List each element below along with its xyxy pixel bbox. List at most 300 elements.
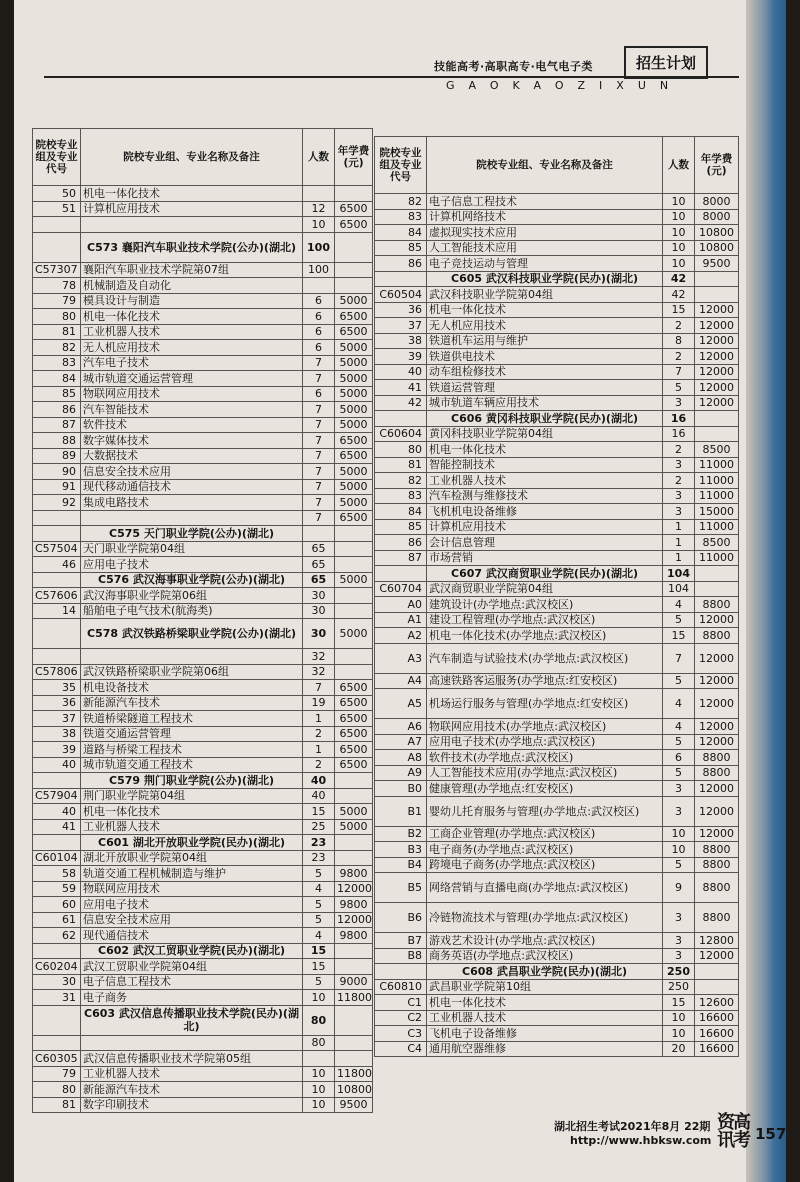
table-row <box>33 1082 373 1098</box>
fee-cell: 5000 <box>335 479 373 495</box>
fee-cell: 5000 <box>335 371 373 387</box>
num-cell: 7 <box>303 355 335 371</box>
code-cell: 51 <box>33 201 81 217</box>
table-row <box>33 510 373 526</box>
num-cell: 250 <box>663 964 695 980</box>
code-cell: 41 <box>375 380 427 396</box>
code-cell: 50 <box>33 186 81 202</box>
name-cell: 通用航空器维修 <box>427 1041 663 1057</box>
name-cell: 城市轨道车辆应用技术 <box>427 395 663 411</box>
num-cell: 3 <box>663 903 695 933</box>
num-cell: 6 <box>303 386 335 402</box>
name-cell: C605 武汉科技职业学院(民办)(湖北) <box>427 271 663 287</box>
code-cell: 42 <box>375 395 427 411</box>
school-group-row <box>375 566 739 582</box>
table-row <box>33 726 373 742</box>
table-row <box>33 448 373 464</box>
num-cell: 10 <box>303 1082 335 1098</box>
code-cell: C1 <box>375 995 427 1011</box>
fee-cell <box>335 278 373 294</box>
fee-cell: 9800 <box>335 866 373 882</box>
fee-cell: 9500 <box>695 256 739 272</box>
num-cell: 7 <box>303 495 335 511</box>
code-cell: C4 <box>375 1041 427 1057</box>
code-cell <box>33 526 81 542</box>
fee-cell <box>335 664 373 680</box>
table-row <box>33 912 373 928</box>
table-row <box>375 597 739 613</box>
num-cell: 5 <box>303 912 335 928</box>
name-cell: 汽车检测与维修技术 <box>427 488 663 504</box>
table-row <box>375 364 739 380</box>
table-row <box>33 711 373 727</box>
fee-cell <box>335 603 373 619</box>
table-row <box>33 557 373 573</box>
table-row <box>375 519 739 535</box>
table-row <box>33 355 373 371</box>
num-cell: 2 <box>663 349 695 365</box>
fee-cell <box>335 943 373 959</box>
name-cell: 机械制造及自动化 <box>81 278 303 294</box>
code-cell <box>33 572 81 588</box>
num-cell: 6 <box>303 293 335 309</box>
table-row <box>375 628 739 644</box>
num-cell: 5 <box>663 765 695 781</box>
fee-cell: 5000 <box>335 402 373 418</box>
fee-cell: 16600 <box>695 1041 739 1057</box>
code-cell: 86 <box>33 402 81 418</box>
fee-cell: 5000 <box>335 355 373 371</box>
table-row <box>33 897 373 913</box>
num-cell: 2 <box>663 318 695 334</box>
fee-cell: 6500 <box>335 510 373 526</box>
name-cell: 汽车智能技术 <box>81 402 303 418</box>
num-cell: 2 <box>663 442 695 458</box>
name-cell: 人工智能技术应用(办学地点:武汉校区) <box>427 765 663 781</box>
num-cell: 10 <box>663 194 695 210</box>
fee-cell: 6500 <box>335 742 373 758</box>
table-row <box>375 643 739 673</box>
name-cell: 机场运行服务与管理(办学地点:红安校区) <box>427 689 663 719</box>
name-cell: 武汉海事职业学院第06组 <box>81 588 303 604</box>
name-cell: 智能控制技术 <box>427 457 663 473</box>
table-row <box>33 1051 373 1067</box>
name-cell <box>81 510 303 526</box>
name-cell: 机电一体化技术 <box>427 442 663 458</box>
num-cell: 30 <box>303 588 335 604</box>
table-row <box>33 464 373 480</box>
name-cell: 应用电子技术 <box>81 897 303 913</box>
fee-cell: 9800 <box>335 897 373 913</box>
name-cell: 武汉铁路桥梁职业学院第06组 <box>81 664 303 680</box>
code-cell: 38 <box>33 726 81 742</box>
code-cell <box>33 943 81 959</box>
table-row <box>375 842 739 858</box>
code-cell: C60504 <box>375 287 427 303</box>
column-header-fee: 年学费(元) <box>335 129 373 186</box>
table-row <box>33 186 373 202</box>
num-cell: 42 <box>663 271 695 287</box>
table-row <box>33 742 373 758</box>
fee-cell: 6500 <box>335 680 373 696</box>
code-cell: 59 <box>33 881 81 897</box>
table-row <box>375 380 739 396</box>
table-row <box>33 974 373 990</box>
fee-cell: 10800 <box>335 1082 373 1098</box>
fee-cell: 8800 <box>695 628 739 644</box>
num-cell: 19 <box>303 695 335 711</box>
name-cell: 工业机器人技术 <box>427 1010 663 1026</box>
name-cell: 计算机应用技术 <box>427 519 663 535</box>
name-cell: 虚拟现实技术应用 <box>427 225 663 241</box>
code-cell: C57504 <box>33 541 81 557</box>
fee-cell: 12000 <box>695 734 739 750</box>
code-cell: 82 <box>375 473 427 489</box>
code-cell: 38 <box>375 333 427 349</box>
column-header-code: 院校专业组及专业代号 <box>33 129 81 186</box>
fee-cell: 11000 <box>695 473 739 489</box>
num-cell: 5 <box>663 673 695 689</box>
code-cell: 86 <box>375 256 427 272</box>
name-cell: 建设工程管理(办学地点:武汉校区) <box>427 612 663 628</box>
code-cell: 40 <box>375 364 427 380</box>
name-cell: 武昌职业学院第10组 <box>427 979 663 995</box>
fee-cell: 5000 <box>335 386 373 402</box>
num-cell: 40 <box>303 788 335 804</box>
code-cell: 87 <box>33 417 81 433</box>
fee-cell <box>335 850 373 866</box>
num-cell: 65 <box>303 557 335 573</box>
name-cell: 机电一体化技术 <box>81 309 303 325</box>
code-cell: 85 <box>375 240 427 256</box>
footer-logo: 资高讯考 <box>717 1112 749 1151</box>
name-cell: 工业机器人技术 <box>81 819 303 835</box>
name-cell: 铁道机车运用与维护 <box>427 333 663 349</box>
num-cell: 5 <box>303 866 335 882</box>
table-row <box>375 1010 739 1026</box>
code-cell: A4 <box>375 673 427 689</box>
fee-cell: 5000 <box>335 293 373 309</box>
right-table-body <box>375 194 739 1057</box>
num-cell: 100 <box>303 232 335 262</box>
table-row <box>33 680 373 696</box>
num-cell: 7 <box>303 371 335 387</box>
table-row <box>375 488 739 504</box>
fee-cell <box>695 271 739 287</box>
table-row <box>375 734 739 750</box>
fee-cell <box>335 588 373 604</box>
table-row <box>33 649 373 665</box>
code-cell: 35 <box>33 680 81 696</box>
num-cell: 1 <box>663 535 695 551</box>
num-cell: 250 <box>663 979 695 995</box>
fee-cell: 6500 <box>335 695 373 711</box>
column-header-fee: 年学费(元) <box>695 137 739 194</box>
code-cell: B8 <box>375 948 427 964</box>
fee-cell: 6500 <box>335 324 373 340</box>
fee-cell <box>695 566 739 582</box>
num-cell: 3 <box>663 796 695 826</box>
code-cell <box>33 1005 81 1035</box>
school-group-row <box>375 411 739 427</box>
num-cell: 16 <box>663 426 695 442</box>
fee-cell: 5000 <box>335 340 373 356</box>
table-row <box>375 873 739 903</box>
num-cell: 104 <box>663 581 695 597</box>
fee-cell: 12000 <box>695 318 739 334</box>
num-cell: 7 <box>303 464 335 480</box>
num-cell: 40 <box>303 773 335 789</box>
name-cell: 机电一体化技术 <box>81 804 303 820</box>
school-group-row <box>33 526 373 542</box>
code-cell: 81 <box>33 324 81 340</box>
table-row <box>33 278 373 294</box>
code-cell: B7 <box>375 933 427 949</box>
fee-cell: 6500 <box>335 726 373 742</box>
name-cell: 机电设备技术 <box>81 680 303 696</box>
num-cell: 65 <box>303 572 335 588</box>
name-cell: 网络营销与直播电商(办学地点:武汉校区) <box>427 873 663 903</box>
fee-cell: 5000 <box>335 572 373 588</box>
name-cell: 襄阳汽车职业技术学院第07组 <box>81 262 303 278</box>
fee-cell: 6500 <box>335 309 373 325</box>
table-row <box>33 340 373 356</box>
name-cell: 物联网应用技术 <box>81 386 303 402</box>
code-cell: 82 <box>375 194 427 210</box>
fee-cell <box>695 287 739 303</box>
code-cell: A6 <box>375 719 427 735</box>
name-cell: 电子商务 <box>81 990 303 1006</box>
num-cell: 4 <box>663 597 695 613</box>
code-cell: 82 <box>33 340 81 356</box>
table-row <box>33 959 373 975</box>
fee-cell: 12000 <box>335 881 373 897</box>
num-cell: 5 <box>663 612 695 628</box>
fee-cell: 6500 <box>335 757 373 773</box>
left-table-body <box>33 186 373 1113</box>
fee-cell <box>335 649 373 665</box>
table-row <box>33 402 373 418</box>
code-cell: B3 <box>375 842 427 858</box>
fee-cell: 5000 <box>335 619 373 649</box>
num-cell <box>303 278 335 294</box>
code-cell: B0 <box>375 781 427 797</box>
table-row <box>375 765 739 781</box>
table-row <box>375 442 739 458</box>
num-cell: 5 <box>303 974 335 990</box>
num-cell <box>303 186 335 202</box>
fee-cell <box>335 541 373 557</box>
num-cell: 6 <box>303 309 335 325</box>
fee-cell <box>695 426 739 442</box>
code-cell: C57307 <box>33 262 81 278</box>
table-row <box>375 1026 739 1042</box>
fee-cell: 5000 <box>335 819 373 835</box>
num-cell: 32 <box>303 664 335 680</box>
name-cell: 铁道供电技术 <box>427 349 663 365</box>
table-row <box>375 504 739 520</box>
num-cell: 6 <box>303 324 335 340</box>
code-cell: 85 <box>33 386 81 402</box>
school-group-row <box>33 232 373 262</box>
fee-cell: 12000 <box>335 912 373 928</box>
code-cell: 90 <box>33 464 81 480</box>
num-cell: 10 <box>663 209 695 225</box>
fee-cell <box>695 964 739 980</box>
fee-cell: 6500 <box>335 448 373 464</box>
code-cell: C57806 <box>33 664 81 680</box>
code-cell: 78 <box>33 278 81 294</box>
table-row <box>375 550 739 566</box>
num-cell: 10 <box>303 990 335 1006</box>
fee-cell: 8800 <box>695 842 739 858</box>
name-cell: C601 湖北开放职业学院(民办)(湖北) <box>81 835 303 851</box>
fee-cell: 5000 <box>335 495 373 511</box>
num-cell: 7 <box>303 433 335 449</box>
num-cell: 7 <box>663 643 695 673</box>
code-cell: 40 <box>33 757 81 773</box>
num-cell: 80 <box>303 1005 335 1035</box>
fee-cell: 6500 <box>335 433 373 449</box>
name-cell: 现代移动通信技术 <box>81 479 303 495</box>
name-cell: 高速铁路客运服务(办学地点:红安校区) <box>427 673 663 689</box>
num-cell: 5 <box>303 897 335 913</box>
table-row <box>33 1097 373 1113</box>
fee-cell <box>695 979 739 995</box>
table-row <box>375 933 739 949</box>
table-row <box>375 287 739 303</box>
header-categories: 技能高考·高职高专·电气电子类 <box>434 60 593 73</box>
code-cell: 14 <box>33 603 81 619</box>
fee-cell: 12000 <box>695 380 739 396</box>
fee-cell <box>695 581 739 597</box>
column-header-name: 院校专业组、专业名称及备注 <box>427 137 663 194</box>
num-cell: 15 <box>663 995 695 1011</box>
code-cell: A1 <box>375 612 427 628</box>
code-cell: C3 <box>375 1026 427 1042</box>
name-cell: 天门职业学院第04组 <box>81 541 303 557</box>
name-cell: 信息安全技术应用 <box>81 464 303 480</box>
name-cell: 工商企业管理(办学地点:武汉校区) <box>427 826 663 842</box>
fee-cell: 8500 <box>695 442 739 458</box>
name-cell: 跨境电子商务(办学地点:武汉校区) <box>427 857 663 873</box>
table-row <box>375 750 739 766</box>
num-cell: 10 <box>663 256 695 272</box>
table-row <box>375 581 739 597</box>
num-cell: 23 <box>303 835 335 851</box>
table-row <box>33 324 373 340</box>
header-rule <box>44 76 739 78</box>
header-section-title: 招生计划 <box>624 46 708 79</box>
table-row <box>33 495 373 511</box>
code-cell: 60 <box>33 897 81 913</box>
name-cell: 软件技术(办学地点:武汉校区) <box>427 750 663 766</box>
code-cell <box>375 964 427 980</box>
name-cell: 飞机机电设备维修 <box>427 504 663 520</box>
code-cell: 80 <box>375 442 427 458</box>
table-row <box>33 695 373 711</box>
num-cell: 1 <box>663 519 695 535</box>
name-cell: 汽车制造与试验技术(办学地点:武汉校区) <box>427 643 663 673</box>
code-cell: 37 <box>375 318 427 334</box>
fee-cell: 9800 <box>335 928 373 944</box>
fee-cell <box>335 526 373 542</box>
name-cell: 计算机网络技术 <box>427 209 663 225</box>
school-group-row <box>375 964 739 980</box>
num-cell: 3 <box>663 395 695 411</box>
code-cell: 79 <box>33 1066 81 1082</box>
num-cell: 3 <box>663 948 695 964</box>
code-cell: C60104 <box>33 850 81 866</box>
table-row <box>375 194 739 210</box>
fee-cell: 8800 <box>695 765 739 781</box>
fee-cell: 12000 <box>695 719 739 735</box>
fee-cell <box>335 773 373 789</box>
name-cell: C608 武昌职业学院(民办)(湖北) <box>427 964 663 980</box>
name-cell: 软件技术 <box>81 417 303 433</box>
num-cell: 30 <box>303 619 335 649</box>
code-cell: 62 <box>33 928 81 944</box>
num-cell: 42 <box>663 287 695 303</box>
name-cell: 机电一体化技术 <box>427 995 663 1011</box>
page-number: 157 <box>755 1125 786 1143</box>
code-cell: 84 <box>33 371 81 387</box>
code-cell <box>33 510 81 526</box>
name-cell: 城市轨道交通工程技术 <box>81 757 303 773</box>
name-cell: 现代通信技术 <box>81 928 303 944</box>
code-cell: 46 <box>33 557 81 573</box>
name-cell: 湖北开放职业学院第04组 <box>81 850 303 866</box>
code-cell: A0 <box>375 597 427 613</box>
num-cell: 3 <box>663 457 695 473</box>
fee-cell: 11000 <box>695 519 739 535</box>
code-cell <box>33 649 81 665</box>
name-cell: 动车组检修技术 <box>427 364 663 380</box>
school-group-row <box>33 1005 373 1035</box>
fee-cell: 5000 <box>335 804 373 820</box>
fee-cell: 11800 <box>335 990 373 1006</box>
code-cell: 84 <box>375 504 427 520</box>
num-cell: 2 <box>663 473 695 489</box>
num-cell: 1 <box>303 742 335 758</box>
footer-magazine-issue: 湖北招生考试2021年8月 22期 <box>554 1120 711 1133</box>
code-cell: A5 <box>375 689 427 719</box>
school-group-row <box>375 271 739 287</box>
fee-cell: 12000 <box>695 643 739 673</box>
num-cell: 15 <box>303 804 335 820</box>
fee-cell: 12000 <box>695 612 739 628</box>
table-row <box>33 1035 373 1051</box>
num-cell: 10 <box>663 240 695 256</box>
table-row <box>33 309 373 325</box>
code-cell <box>375 411 427 427</box>
num-cell: 4 <box>303 928 335 944</box>
code-cell <box>33 619 81 649</box>
fee-cell: 12000 <box>695 349 739 365</box>
num-cell: 80 <box>303 1035 335 1051</box>
fee-cell: 8000 <box>695 209 739 225</box>
fee-cell: 12000 <box>695 673 739 689</box>
name-cell: 集成电路技术 <box>81 495 303 511</box>
num-cell: 15 <box>663 302 695 318</box>
name-cell: 游戏艺术设计(办学地点:武汉校区) <box>427 933 663 949</box>
code-cell: 61 <box>33 912 81 928</box>
code-cell <box>33 232 81 262</box>
fee-cell <box>335 1005 373 1035</box>
table-row <box>33 819 373 835</box>
num-cell: 10 <box>663 1026 695 1042</box>
name-cell: 铁道桥梁隧道工程技术 <box>81 711 303 727</box>
